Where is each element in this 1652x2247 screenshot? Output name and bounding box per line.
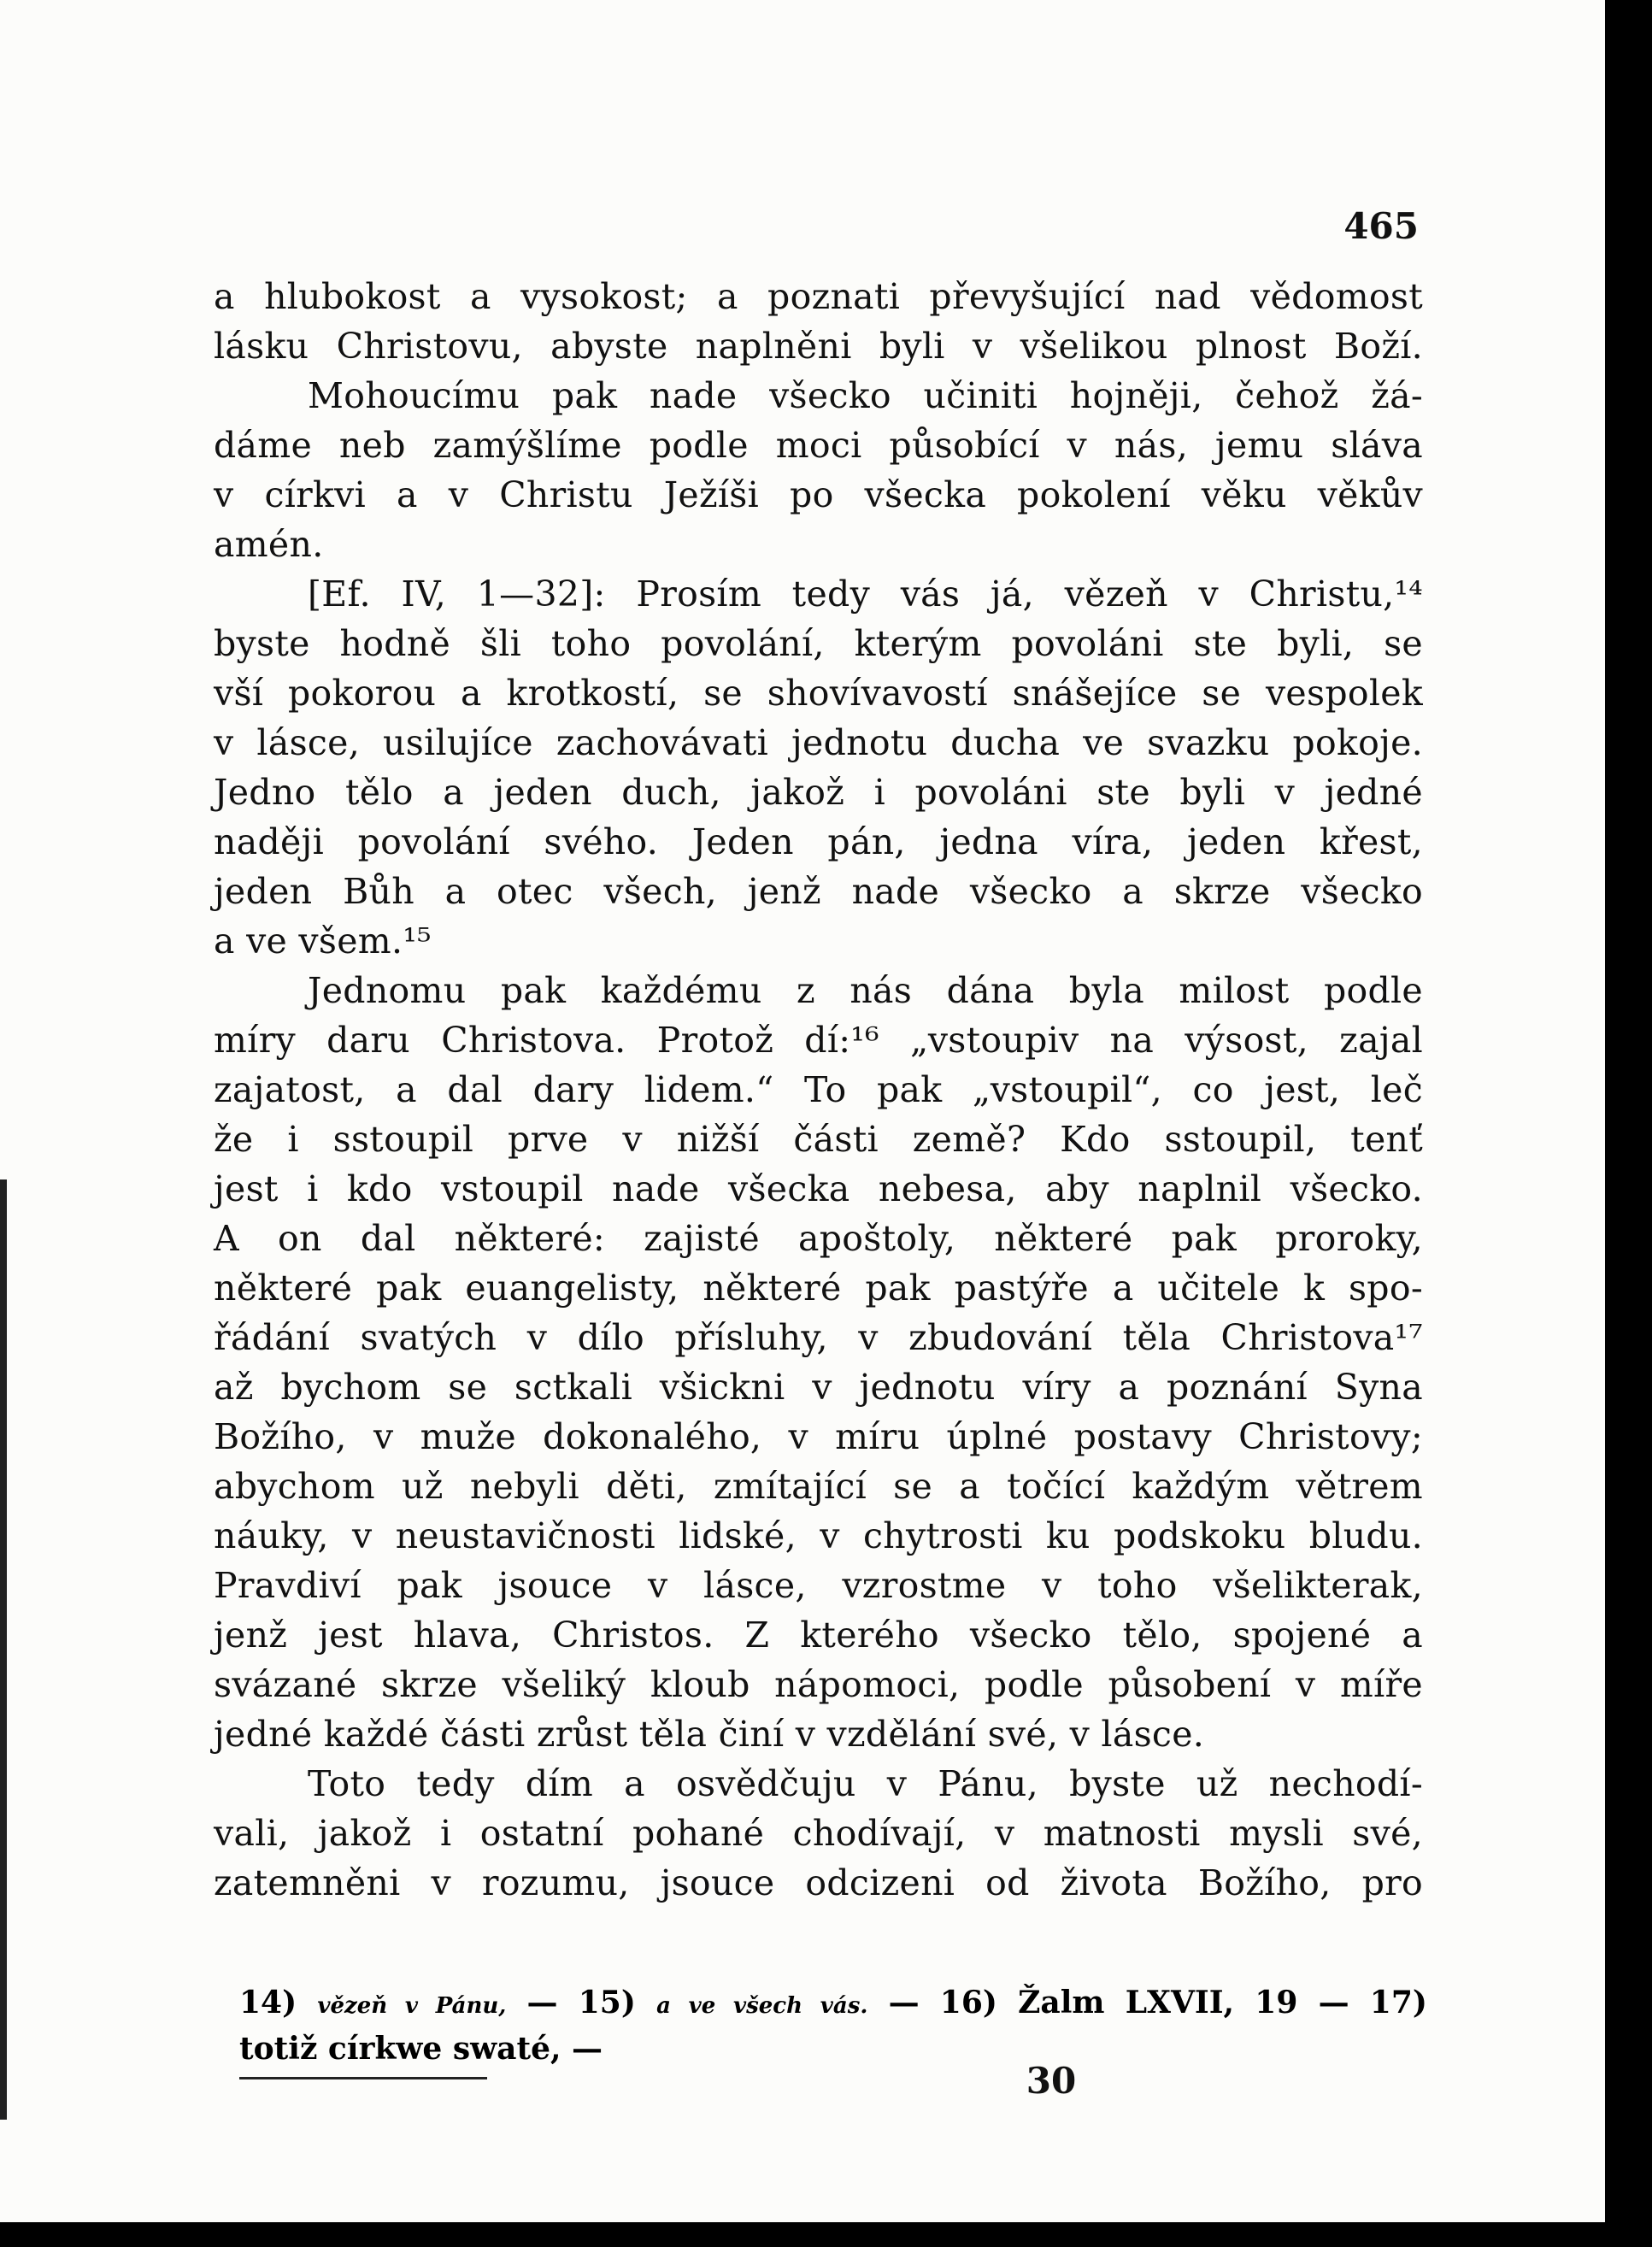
text-line: Jednomu pak každému z nás dána byla milost podle	[308, 970, 1423, 1011]
text-line: míry daru Christova. Protož dí:¹⁶ „vstoupiv na výsost, zajal	[214, 1020, 1423, 1061]
text-line: svázané skrze všeliký kloub nápomoci, podle působení v míře	[214, 1664, 1423, 1705]
text-line: Pravdiví pak jsouce v lásce, vzrostme v toho všelikterak,	[214, 1565, 1423, 1606]
text-line: v církvi a v Christu Ježíši po všecka pokolení věku věkův	[214, 474, 1423, 515]
text-line: Mohoucímu pak nade všecko učiniti hojněji, čehož žá-	[308, 375, 1423, 416]
text-line: [Ef. IV, 1—32]: Prosím tedy vás já, vězeň v Christu,¹⁴	[308, 574, 1423, 615]
main-text	[214, 272, 1423, 1908]
text-line: abychom už nebyli děti, zmítající se a točící každým větrem	[214, 1466, 1423, 1507]
footnote-marker: 14)	[239, 1985, 297, 2021]
text-line: Božího, v muže dokonalého, v míru úplné postavy Christovy;	[214, 1416, 1423, 1457]
text-line: jeden Bůh a otec všech, jenž nade všecko a skrze všecko	[214, 871, 1423, 912]
footnote-text: a ve všech vás.	[656, 1993, 868, 2019]
text-line: že i sstoupil prve v nižší části země? Kdo sstoupil, tenť	[214, 1119, 1423, 1160]
signature-mark: 30	[1026, 2060, 1077, 2102]
text-line: v lásce, usilujíce zachovávati jednotu ducha ve svazku pokoje.	[214, 722, 1423, 763]
text-line: náuky, v neustavičnosti lidské, v chytrosti ku podskoku bludu.	[214, 1515, 1423, 1556]
text-line: vali, jakož i ostatní pohané chodívají, v matnosti mysli své,	[214, 1813, 1423, 1854]
text-line: některé pak euangelisty, některé pak pastýře a učitele k spo-	[214, 1268, 1423, 1309]
footnote-marker: — 15)	[526, 1985, 636, 2021]
text-line: Jedno tělo a jeden duch, jakož i povoláni ste byli v jedné	[214, 772, 1423, 813]
text-line: a hlubokost a vysokost; a poznati převyšující nad vědomost	[214, 276, 1423, 317]
footnote-line: totiž církwe swaté, —	[239, 2031, 603, 2067]
text-line: byste hodně šli toho povolání, kterým povoláni ste byli, se	[214, 623, 1423, 664]
footnote-line	[239, 1981, 1427, 2027]
footnotes-block	[239, 1981, 1427, 2070]
text-line: A on dal některé: zajisté apoštoly, některé pak proroky,	[214, 1218, 1423, 1259]
text-line: jest i kdo vstoupil nade všecka nebesa, aby naplnil všecko.	[214, 1168, 1423, 1209]
text-line: a ve všem.¹⁵	[214, 921, 432, 962]
text-line: amén.	[214, 524, 324, 565]
page-edge-shadow	[0, 1179, 7, 2120]
text-line: zatemněni v rozumu, jsouce odcizeni od života Božího, pro	[214, 1862, 1423, 1903]
footnote-text: — 16) Žalm LXVII, 19 — 17)	[888, 1985, 1427, 2021]
text-line: až bychom se sctkali všickni v jednotu víry a poznání Syna	[214, 1367, 1423, 1408]
text-line: jenž jest hlava, Christos. Z kterého všecko tělo, spojené a	[214, 1615, 1423, 1656]
text-line: dáme neb zamýšlíme podle moci působící v nás, jemu sláva	[214, 425, 1423, 466]
text-line: jedné každé části zrůst těla činí v vzdělání své, v lásce.	[214, 1714, 1205, 1755]
text-line: naději povolání svého. Jeden pán, jedna víra, jeden křest,	[214, 821, 1423, 862]
text-line: vší pokorou a krotkostí, se shovívavostí snášejíce se vespolek	[214, 673, 1423, 714]
footnote-divider	[239, 2077, 487, 2079]
text-line: lásku Christovu, abyste naplněni byli v všelikou plnost Boží.	[214, 326, 1423, 367]
text-line: řádání svatých v dílo přísluhy, v zbudování těla Christova¹⁷	[214, 1317, 1423, 1358]
text-line: zajatost, a dal dary lidem.“ To pak „vstoupil“, co jest, leč	[214, 1069, 1423, 1110]
text-line: Toto tedy dím a osvědčuju v Pánu, byste už nechodí-	[308, 1763, 1423, 1804]
page-number: 465	[1343, 205, 1419, 247]
footnote-text: vězeň v Pánu,	[317, 1993, 507, 2019]
